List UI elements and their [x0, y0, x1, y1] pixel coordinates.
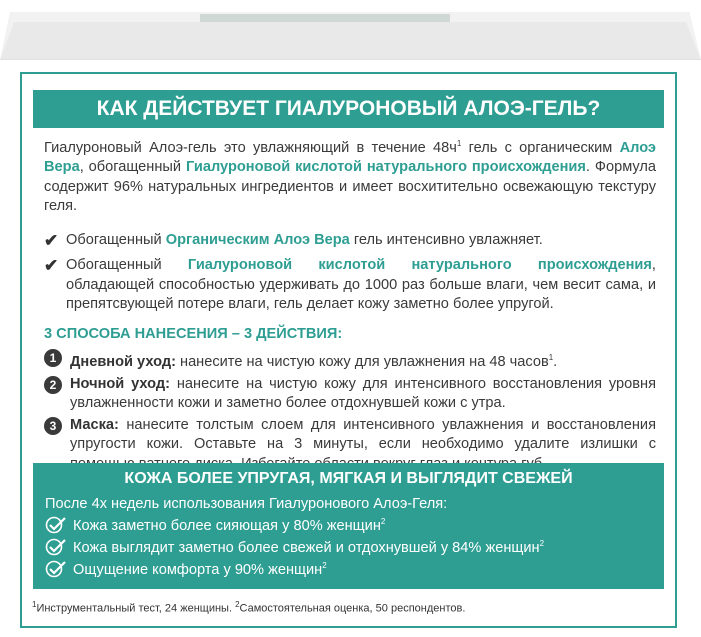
list-item: ✔ Обогащенный Гиалуроновой кислотой натурального происхождения, обладающей способностью удерживать до 1000 раз больше влаги, чем весит сама, и препятсвующей потере влаги, гель делает кожу заметно более упругой. [44, 256, 656, 315]
page-title: КАК ДЕЙСТВУЕТ ГИАЛУРОНОВЫЙ АЛОЭ-ГЕЛЬ? [33, 90, 664, 128]
check-icon: ✔ [44, 230, 59, 250]
methods-heading: 3 СПОСОБА НАНЕСЕНИЯ – 3 ДЕЙСТВИЯ: [44, 325, 343, 342]
number-badge: 2 [44, 376, 62, 394]
result-item: Кожа заметно более сияющая у 80% женщин$^2$ [45, 516, 664, 534]
list-item: 3 Маска: нанесите толстым слоем для интенсивного увлажнения и восстановления упругости кожи. Оставьте на 3 минуты, если необходимо удалите излишки с [44, 416, 656, 475]
results-title: КОЖА БОЛЕЕ УПРУГАЯ, МЯГКАЯ И ВЫГЛЯДИТ СВЕЖЕЙ [124, 470, 573, 487]
number-badge: 1 [44, 349, 62, 367]
info-panel [20, 72, 677, 628]
footnote: $^1$Инструментальный тест, 24 женщины. $^2$Самостоятельная оценка, 50 респондентов. [32, 600, 466, 615]
content-body [44, 134, 656, 476]
results-intro: После 4х недель использования Гиалуронового Алоэ-Геля: [45, 496, 448, 512]
result-item: Ощущение комфорта у 90% женщин$^2$ [45, 560, 664, 578]
circle-check-icon [45, 516, 67, 534]
check-icon: ✔ [44, 256, 59, 276]
circle-check-icon [45, 560, 67, 578]
methods-list [44, 348, 656, 474]
result-item: Кожа выглядит заметно более свежей и отдохнувшей у 84% женщин$^2$ [45, 538, 664, 556]
intro-paragraph: Гиалуроновый Алоэ-гель это увлажняющий в течение $48ч^1$ гель с органическим Алоэ Вера, обогащенный Гиалуроновой кислотой натурального происхождения. Формула содержит 96% натуральных ингредиентов и имеет восхитительно освежающую текстуру геля. [44, 139, 656, 215]
list-item: 1 Дневной уход: нанесите на чистую кожу для увлажнения на 48 часов$^1$. [44, 348, 656, 372]
benefit-list [44, 231, 656, 315]
box-lid [0, 0, 701, 60]
results-box [33, 463, 664, 589]
list-item: ✔ Обогащенный Органическим Алоэ Вера гель интенсивно увлажняет. [44, 230, 543, 250]
list-item: 2 Ночной уход: нанесите на чистую кожу для интенсивного восстановления уровня увлажненности кожи и заметно более отдохнувшей кожи с утра. [44, 375, 656, 414]
number-badge: 3 [44, 417, 62, 435]
circle-check-icon [45, 538, 67, 556]
